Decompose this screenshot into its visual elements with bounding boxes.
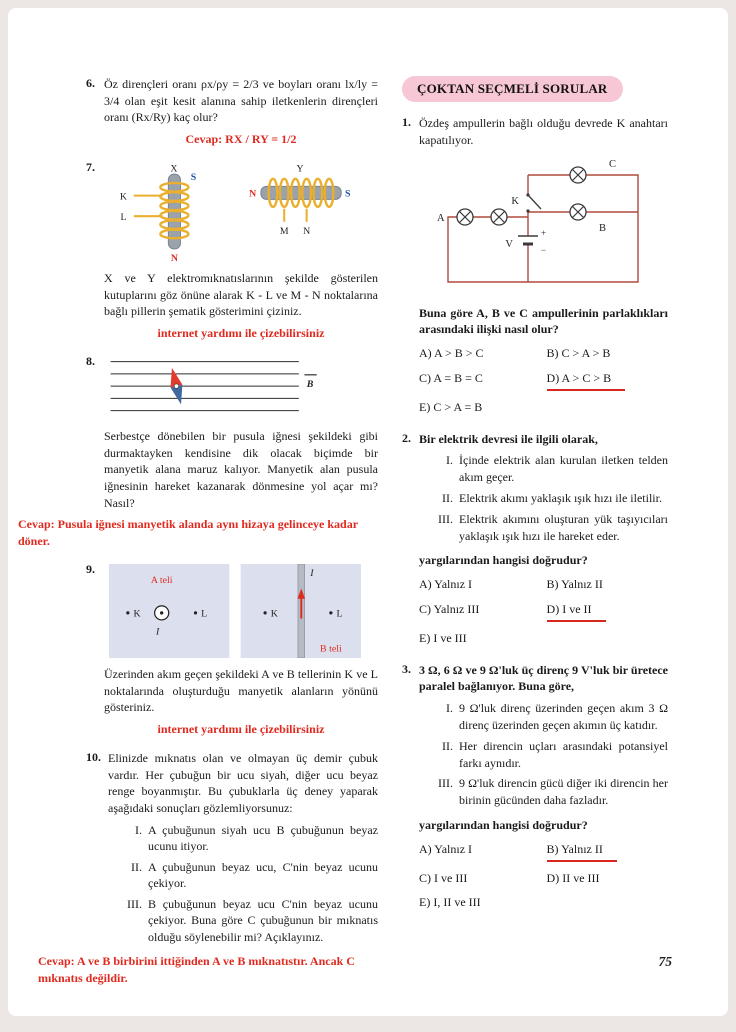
mc-question-3-prompt: yargılarından hangisi doğrudur? — [419, 817, 588, 832]
mc-question-3-number: 3. — [402, 661, 411, 676]
question-6-text: Öz dirençleri oranı ρx/ρy = 2/3 ve boyları oranı lx/ly = 3/4 olan eşit kesit alanına sahip iletkenlerin dirençleri oranı (Rx/Ry) kaç olur? — [104, 77, 378, 125]
electromagnet-y — [249, 164, 351, 238]
mc-question-2-number: 2. — [402, 430, 411, 445]
electromagnet-x — [120, 164, 197, 263]
mc-question-3-items — [429, 700, 668, 809]
circuit-diagram — [433, 157, 658, 297]
battery-minus-label: − — [541, 244, 547, 255]
question-9-note: internet yardımı ile çizebilirsiniz — [157, 721, 325, 736]
list-item: III. B çubuğunun beyaz ucu C'nin beyaz ucunu çekiyor. Buna göre C çubuğunun bir mıknatıs olduğu söylenebilir mi? Açıklayınız. — [127, 896, 378, 944]
wire-b-title: B teli — [320, 643, 342, 655]
option-d-correct: D) I ve II — [547, 601, 668, 622]
battery-v-label: V — [505, 238, 513, 250]
mc-question-3 — [402, 662, 668, 912]
mc-question-1-options — [419, 345, 668, 415]
pole-n-label: N — [170, 253, 178, 263]
option-b: B) C > A > B — [546, 346, 611, 361]
battery-v — [505, 228, 546, 255]
lamp-icon — [491, 209, 507, 225]
svg-text:B: B — [306, 379, 314, 391]
terminal-k-label: K — [119, 191, 127, 203]
right-column — [402, 76, 668, 1000]
b-field-label — [304, 375, 316, 390]
point-l-label: L — [201, 608, 208, 620]
pole-s-label: S — [190, 171, 197, 183]
option-c: C) A = B = C — [419, 370, 483, 385]
option-e: E) C > A = B — [419, 399, 483, 414]
list-item: II. A çubuğunun beyaz ucu, C'nin beyaz ucunu çekiyor. — [131, 859, 378, 891]
question-9-number: 9. — [86, 562, 95, 577]
option-a: A) A > B > C — [419, 346, 484, 361]
question-7 — [86, 160, 378, 345]
question-8 — [18, 354, 378, 553]
mc-question-1-text: Özdeş ampullerin bağlı olduğu devrede K anahtarı kapatılıyor. — [419, 116, 668, 147]
list-item: II. Elektrik akımı yaklaşık ışık hızı ile iletilir. — [442, 490, 662, 505]
option-e: E) I, II ve III — [419, 895, 481, 910]
question-8-text: Serbestçe dönebilen bir pusula iğnesi şekildeki gibi durmaktayken kendisine dik olacak biçimde bir manyetik alana maruz kalıyor. Manyetik alan pusula iğnesinin hareket kazanarak dönmesine yol açar mı? Nasıl? — [104, 429, 378, 510]
switch-k — [511, 193, 541, 212]
wire-b-panel — [241, 564, 361, 658]
pole-s-right-label: S — [344, 188, 351, 200]
mc-question-1-number: 1. — [402, 115, 411, 129]
mc-question-3-stem: 3 Ω, 6 Ω ve 9 Ω'luk üç direnç 9 V'luk bir üretece paralel bağlanıyor. Buna göre, — [419, 662, 668, 694]
current-i-label: I — [156, 626, 160, 638]
textbook-page — [8, 8, 728, 1016]
question-10-items — [118, 822, 378, 946]
electromagnets-diagram — [104, 162, 356, 262]
terminal-l-label: L — [120, 212, 127, 224]
coil-y-label: Y — [296, 163, 304, 175]
question-10-answer: Cevap: A ve B birbirini ittiğinden A ve B mıknatıstır. Ancak C mıknatıs değildir. — [38, 954, 355, 985]
option-d-correct: D) A > C > B — [547, 370, 668, 391]
lamp-b-icon — [570, 204, 586, 220]
mc-question-2-stem: Bir elektrik devresi ile ilgili olarak, — [419, 431, 598, 446]
question-7-note: internet yardımı ile çizebilirsiniz — [157, 325, 325, 340]
question-8-answer: Cevap: Pusula iğnesi manyetik alanda aynı hizaya gelinceye kadar döner. — [18, 517, 358, 548]
question-10 — [38, 750, 378, 990]
list-item: III. 9 Ω'luk direncin gücü diğer iki direncin her birinin gücünden daha fazladır. — [438, 776, 668, 808]
list-item: III. Elektrik akımını oluşturan yük taşıyıcıları yaklaşık ışık hızı ile hareket eder. — [438, 511, 668, 543]
point-l-dot — [329, 611, 332, 614]
coil-core-y — [261, 186, 341, 199]
list-item: I. 9 Ω'luk direnç üzerinden geçen akım 3 Ω direnç üzerinden geçen akımın üç katıdır. — [446, 701, 668, 732]
mc-question-2-prompt: yargılarından hangisi doğrudur? — [419, 553, 588, 568]
terminal-m-label: M — [279, 226, 289, 238]
mc-question-3-options — [419, 841, 668, 911]
mc-question-2-items — [429, 452, 668, 544]
option-c: C) I ve III — [419, 870, 468, 885]
option-c: C) Yalnız III — [419, 601, 480, 616]
option-d: D) II ve III — [546, 870, 600, 885]
list-item: I. A çubuğunun siyah ucu B çubuğunun beyaz ucunu itiyor. — [135, 822, 378, 854]
lamp-a-label: A — [437, 212, 445, 224]
question-9 — [86, 562, 378, 741]
terminal-n-label: N — [303, 226, 311, 238]
question-8-number: 8. — [86, 354, 95, 369]
point-k-dot — [263, 611, 266, 614]
page-number: 75 — [658, 954, 672, 969]
switch-k-label: K — [511, 195, 519, 207]
question-6-number: 6. — [86, 76, 95, 90]
compass-field-diagram — [104, 356, 328, 420]
question-7-number: 7. — [86, 160, 95, 175]
list-item: II. Her direncin uçları arasındaki potansiyel farkı aynıdır. — [442, 738, 668, 770]
pole-n-left-label: N — [249, 188, 257, 200]
lamp-c-icon — [570, 167, 586, 183]
option-e: E) I ve III — [419, 630, 467, 645]
point-k-dot — [126, 611, 129, 614]
mc-question-2 — [402, 431, 668, 647]
question-10-number: 10. — [86, 750, 101, 765]
option-b: B) Yalnız II — [546, 577, 603, 592]
question-6-answer: Cevap: RX / RY = 1/2 — [185, 131, 297, 146]
wire-a-title: A teli — [150, 575, 173, 587]
question-10-text: Elinizde mıknatıs olan ve olmayan üç demir çubuk vardır. Her çubuğun bir ucu siyah, diğer ucu beyaz renge boyanmıştır. Bu çubuklarla üç deney yaparak aşağıdaki sonuçları gözlemliyorsunuz: — [108, 751, 378, 816]
list-item: I. İçinde elektrik alan kurulan iletken telden akım geçer. — [446, 453, 668, 485]
point-k-label: K — [270, 608, 278, 620]
option-b-correct: B) Yalnız II — [547, 841, 668, 862]
point-l-dot — [194, 611, 197, 614]
current-i-label: I — [310, 568, 314, 580]
point-k-label: K — [133, 608, 141, 620]
option-a: A) Yalnız I — [419, 577, 473, 592]
mc-question-1-prompt: Buna göre A, B ve C ampullerinin parlaklıkları arasındaki ilişki nasıl olur? — [419, 305, 668, 337]
lamp-c-label: C — [609, 158, 617, 170]
coil-x-label: X — [170, 163, 178, 175]
wires-diagram — [104, 564, 366, 658]
section-header: ÇOKTAN SEÇMELİ SORULAR — [402, 76, 623, 102]
question-6 — [86, 76, 378, 151]
question-7-text: X ve Y elektromıknatıslarının şekilde gösterilen kutuplarını göz önüne alarak K - L ve M - N noktalarına bağlı pillerin şematik gösterimini çiziniz. — [104, 271, 378, 319]
point-l-label: L — [336, 608, 343, 620]
mc-question-1 — [402, 115, 668, 416]
mc-question-2-options — [419, 576, 668, 646]
lamp-b-label: B — [599, 222, 607, 234]
field-lines — [111, 362, 299, 411]
battery-plus-label: + — [541, 227, 547, 238]
question-9-text: Üzerinden akım geçen şekildeki A ve B tellerinin K ve L noktalarında oluşturduğu manyetik alanların yönünü gösteriniz. — [104, 667, 378, 715]
option-a: A) Yalnız I — [419, 841, 473, 856]
lamp-a-icon — [457, 209, 473, 225]
wire-a-panel — [109, 564, 229, 658]
page-columns — [18, 76, 668, 1000]
left-column — [18, 76, 378, 1000]
